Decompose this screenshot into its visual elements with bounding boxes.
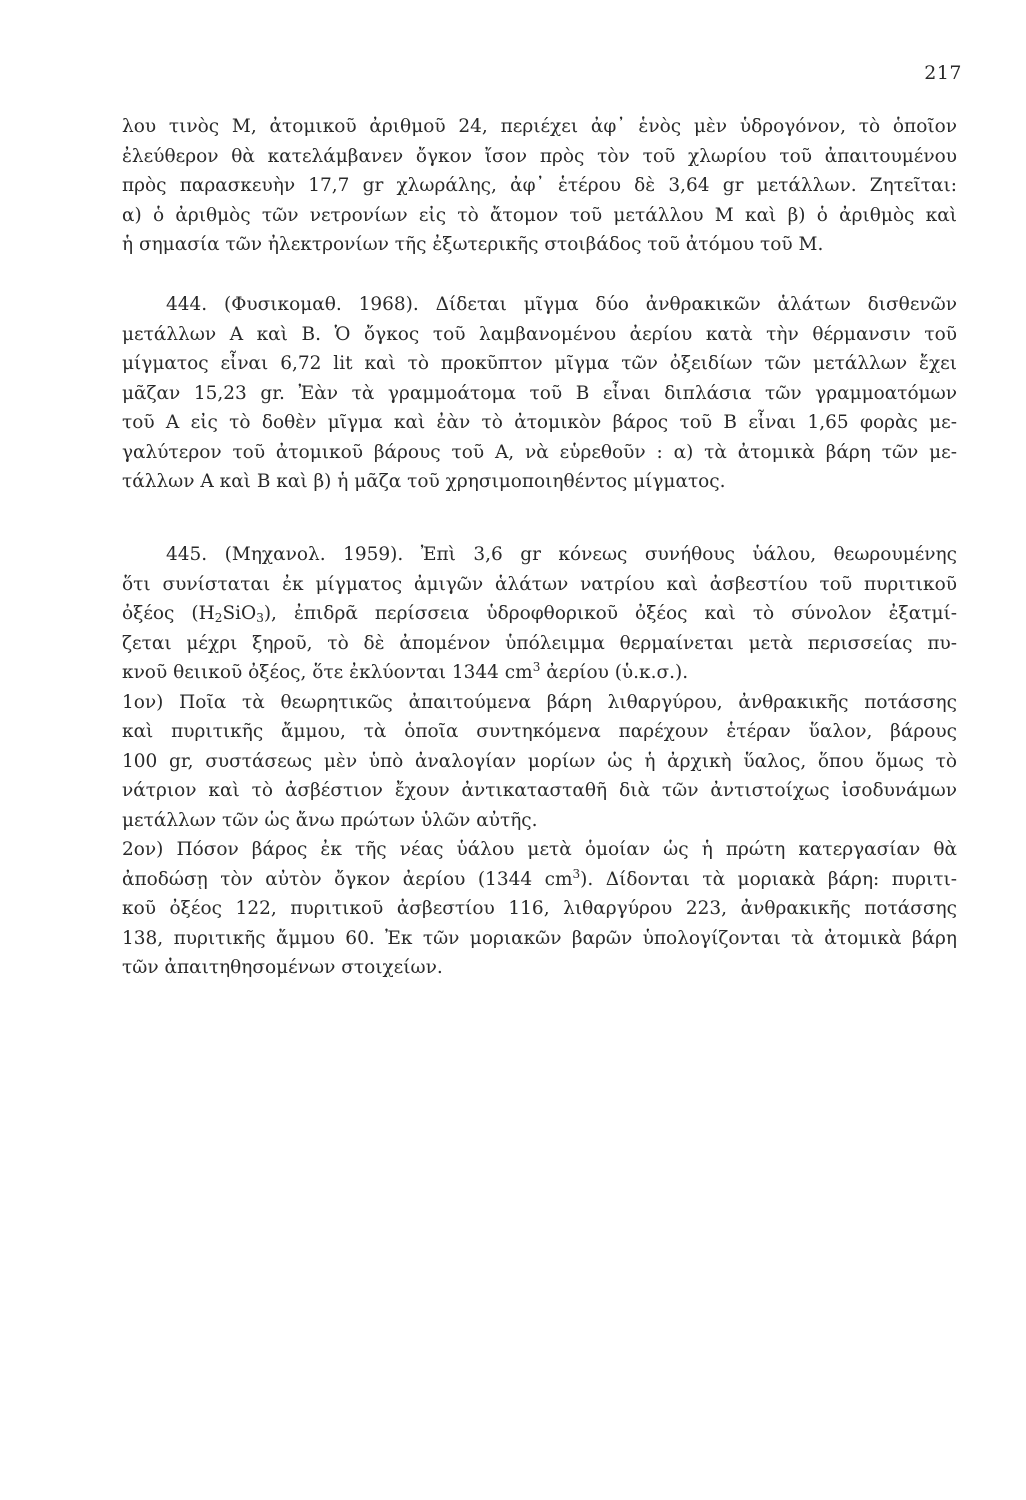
- text-line: λου τινὸς M, ἀτομικοῦ ἀριθμοῦ 24, περιέχει ἀφ᾽ ἑνὸς μὲν ὑδρογόνον, τὸ ὁποῖον: [122, 116, 957, 137]
- text-line-unit: [122, 865, 957, 895]
- text-segment: κνοῦ θειικοῦ ὀξέος, ὅτε ἐκλύονται 1344 cm: [122, 662, 533, 683]
- text-line: α) ὁ ἀριθμὸς τῶν νετρονίων εἰς τὸ ἄτομον τοῦ μετάλλου M καὶ β) ὁ ἀριθμὸς καὶ: [122, 204, 957, 226]
- text-segment: SiO: [222, 603, 257, 624]
- text-line: ζεται μέχρι ξηροῦ, τὸ δὲ ἀπομένον ὑπόλειμμα θερμαίνεται μετὰ περισσείας πυ-: [122, 632, 957, 654]
- text-line: μετάλλων τῶν ὡς ἄνω πρώτων ὑλῶν αὐτῆς.: [122, 809, 538, 831]
- question-2-line: 2ον) Πόσον βάρος ἐκ τῆς νέας ὑάλου μετὰ ὁμοίαν ὡς ἡ πρώτη κατεργασίαν θὰ: [122, 839, 957, 860]
- subscript: 3: [256, 611, 264, 625]
- text-line-formula: [122, 599, 957, 629]
- problem-heading-line: 444. (Φυσικομαθ. 1968). Δίδεται μῖγμα δύο ἀνθρακικῶν ἁλάτων δισθενῶν: [166, 294, 957, 315]
- text-line: ὅτι συνίσταται ἐκ μίγματος ἀμιγῶν ἁλάτων νατρίου καὶ ἀσβεστίου τοῦ πυριτικοῦ: [122, 573, 957, 595]
- text-line: μίγματος εἶναι 6,72 lit καὶ τὸ προκῦπτον μῖγμα τῶν ὀξειδίων τῶν μετάλλων ἔχει: [122, 353, 957, 374]
- text-line: τῶν ἀπαιτηθησομένων στοιχείων.: [122, 957, 443, 978]
- text-line: τάλλων A καὶ B καὶ β) ἡ μᾶζα τοῦ χρησιμοποιηθέντος μίγματος.: [122, 471, 726, 492]
- text-line: νάτριον καὶ τὸ ἀσβέστιον ἔχουν ἀντικατασταθῆ διὰ τῶν ἀντιστοίχως ἰσοδυνάμων: [122, 780, 957, 801]
- text-line: μετάλλων A καὶ B. Ὁ ὄγκος τοῦ λαμβανομένου ἀερίου κατὰ τὴν θέρμανσιν τοῦ: [122, 323, 957, 345]
- text-segment: ), ἐπιδρᾶ περίσσεια ὑδροφθορικοῦ ὀξέος καὶ τὸ σύνολον ἐξατμί-: [263, 603, 957, 624]
- text-line-unit: [122, 658, 957, 688]
- text-segment: ὀξέος (H: [122, 603, 215, 624]
- text-line: καὶ πυριτικῆς ἄμμου, τὰ ὁποῖα συντηκόμενα παρέχουν ἑτέραν ὕαλον, βάρους: [122, 721, 957, 742]
- superscript: 3: [572, 866, 581, 881]
- text-line: πρὸς παρασκευὴν 17,7 gr χλωράλης, ἀφ᾽ ἑτέρου δὲ 3,64 gr μετάλλων. Ζητεῖται:: [122, 175, 957, 196]
- text-line: γαλύτερον τοῦ ἀτομικοῦ βάρους τοῦ A, νὰ εὑρεθοῦν : α) τὰ ἀτομικὰ βάρη τῶν με-: [122, 441, 957, 463]
- text-line: ἡ σημασία τῶν ἠλεκτρονίων τῆς ἐξωτερικῆς στοιβάδος τοῦ ἀτόμου τοῦ M.: [122, 234, 824, 255]
- paragraph-problem-443-continuation: [122, 112, 957, 260]
- text-line: ἐλεύθερον θὰ κατελάμβανεν ὄγκον ἴσον πρὸς τὸν τοῦ χλωρίου τοῦ ἀπαιτουμένου: [122, 145, 957, 167]
- superscript: 3: [532, 660, 541, 674]
- text-line: τοῦ A εἰς τὸ δοθὲν μῖγμα καὶ ἐὰν τὸ ἀτομικὸν βάρος τοῦ B εἶναι 1,65 φορὰς με-: [122, 412, 957, 433]
- paragraph-problem-445: [122, 540, 957, 983]
- text-line: 138, πυριτικῆς ἄμμου 60. Ἐκ τῶν μοριακῶν βαρῶν ὑπολογίζονται τὰ ἀτομικὰ βάρη: [122, 927, 957, 949]
- question-1-line: 1ον) Ποῖα τὰ θεωρητικῶς ἀπαιτούμενα βάρη λιθαργύρου, ἀνθρακικῆς ποτάσσης: [122, 691, 957, 713]
- text-line: μᾶζαν 15,23 gr. Ἐὰν τὰ γραμμοάτομα τοῦ B εἶναι διπλάσια τῶν γραμμοατόμων: [122, 382, 957, 404]
- subscript: 2: [214, 611, 223, 625]
- paragraph-problem-444: [122, 290, 957, 497]
- text-line: κοῦ ὀξέος 122, πυριτικοῦ ἀσβεστίου 116, λιθαργύρου 223, ἀνθρακικῆς ποτάσσης: [122, 898, 957, 919]
- problem-heading-line: 445. (Μηχανολ. 1959). Ἐπὶ 3,6 gr κόνεως συνήθους ὑάλου, θεωρουμένης: [166, 544, 957, 565]
- page-number: 217: [924, 62, 962, 84]
- text-segment: ). Δίδονται τὰ μοριακὰ βάρη: πυριτι-: [580, 868, 958, 890]
- text-line: 100 gr, συστάσεως μὲν ὑπὸ ἀναλογίαν μορίων ὡς ἡ ἀρχικὴ ὕαλος, ὅπου ὅμως τὸ: [122, 750, 957, 772]
- text-segment: ἀποδώσῃ τὸν αὐτὸν ὄγκον ἀερίου (1344 cm: [122, 868, 573, 890]
- text-segment: ἀερίου (ὑ.κ.σ.).: [540, 662, 689, 683]
